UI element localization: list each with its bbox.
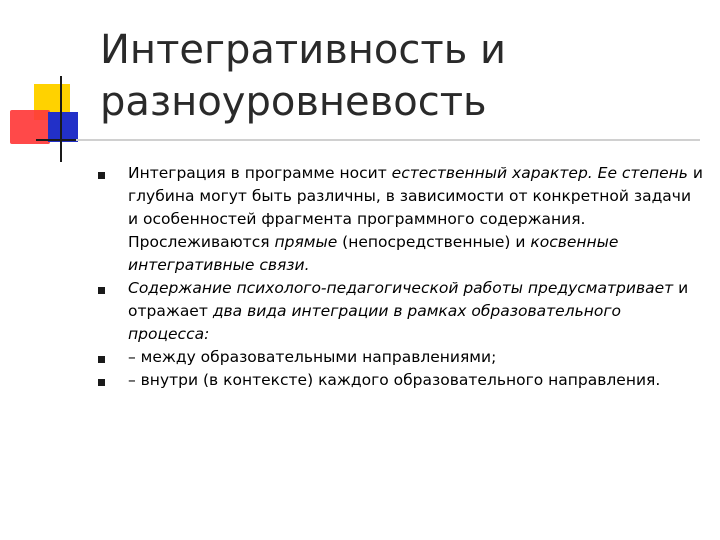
text-run: и глубина могут быть различны, в зависимости от конкретной задачи и особенностей фрагмента программного содержания. Прослеживаются: [128, 164, 703, 251]
text-run-italic: прямые: [274, 233, 338, 251]
bullet-item: [96, 162, 706, 277]
slide-title-line-2: разноуровневость: [100, 79, 487, 125]
decor-vertical-line: [60, 76, 62, 162]
title-underline: [36, 139, 700, 141]
bullet-text: [128, 164, 703, 274]
text-run-italic: два вида интеграции в рамках образовательного процесса:: [128, 302, 621, 343]
text-run-italic: естественный характер. Ее степень: [391, 164, 688, 182]
decor-blue-square: [48, 112, 78, 142]
bullet-item: [96, 346, 706, 369]
text-run-italic: Содержание психолого-педагогической работы предусматривает: [128, 279, 674, 297]
text-run: и отражает: [128, 279, 689, 320]
title-underline-accent: [36, 139, 76, 141]
bullet-item: [96, 369, 706, 392]
bullet-square-icon: [98, 379, 105, 386]
bullet-item: [96, 277, 706, 346]
bullet-square-icon: [98, 287, 105, 294]
slide-title-line-1: Интегративность и: [100, 27, 506, 73]
text-run-italic: косвенные интегративные связи.: [128, 233, 619, 274]
text-run: (непосредственные) и: [337, 233, 531, 251]
bullet-text: – между образовательными направлениями;: [128, 348, 497, 366]
bullet-text: [128, 279, 688, 343]
bullet-square-icon: [98, 172, 105, 179]
bullet-square-icon: [98, 356, 105, 363]
text-run: Интеграция в программе носит: [128, 164, 392, 182]
bullet-list: [96, 162, 706, 392]
bullet-text: – внутри (в контексте) каждого образовательного направления.: [128, 371, 661, 389]
slide-title: [100, 24, 506, 128]
